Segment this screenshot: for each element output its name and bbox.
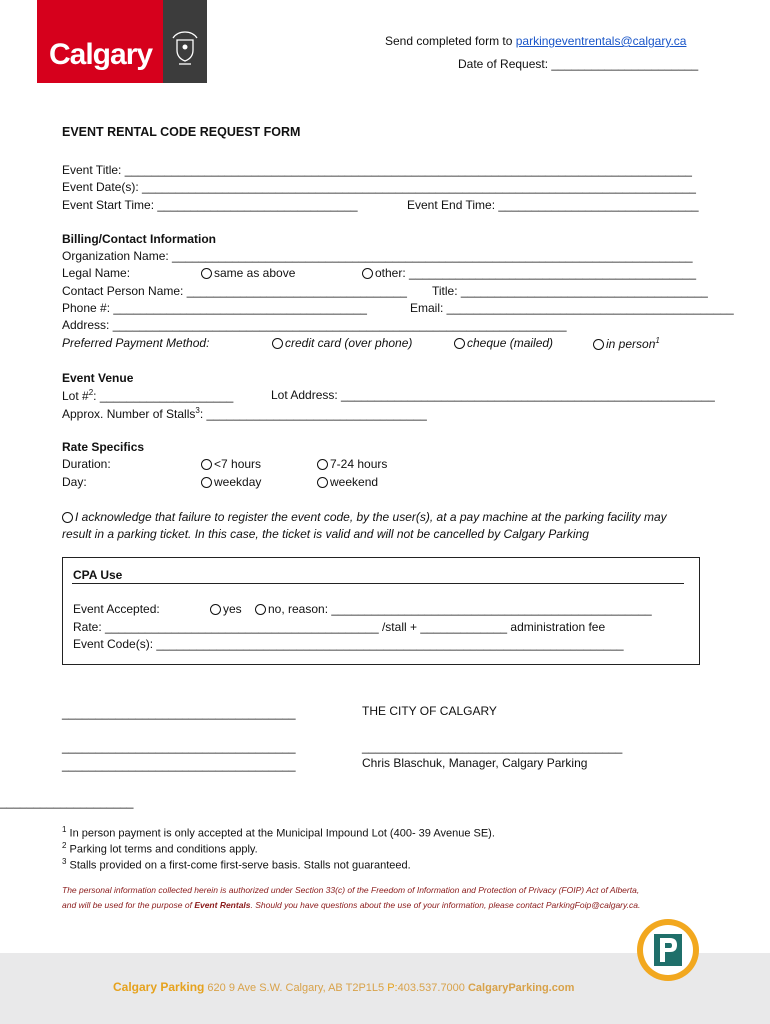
email-field[interactable]: Email: ___________________________________________ — [410, 301, 734, 315]
accepted-yes-option[interactable]: yes — [210, 602, 242, 616]
signature-line-3[interactable]: ___________________________________ — [62, 758, 296, 772]
accepted-no-radio[interactable] — [255, 604, 266, 615]
venue-heading: Event Venue — [62, 371, 134, 385]
under-7-hours-radio[interactable] — [201, 459, 212, 470]
rate-heading: Rate Specifics — [62, 440, 145, 454]
credit-card-radio[interactable] — [272, 338, 283, 349]
cheque-radio[interactable] — [454, 338, 465, 349]
event-dates-field[interactable]: Event Date(s): ___________________________________________________________________________________ — [62, 180, 696, 194]
rate-field[interactable]: Rate: _________________________________________ /stall + _____________ administration fee — [73, 620, 606, 634]
7-24-hours-radio[interactable] — [317, 459, 328, 470]
accepted-no-option[interactable]: no, reason: ________________________________________________ — [255, 602, 652, 616]
day-label: Day: — [62, 475, 87, 489]
form-title: EVENT RENTAL CODE REQUEST FORM — [62, 125, 301, 139]
manager-name: Chris Blaschuk, Manager, Calgary Parking — [362, 756, 588, 770]
weekday-radio[interactable] — [201, 477, 212, 488]
event-codes-field[interactable]: Event Code(s): ______________________________________________________________________ — [73, 637, 624, 651]
cpa-divider — [72, 583, 684, 584]
phone-field[interactable]: Phone #: ______________________________________ — [62, 301, 367, 315]
send-instructions: Send completed form to parkingeventrentals@calgary.ca — [385, 34, 687, 48]
same-as-above-option[interactable]: same as above — [201, 266, 295, 280]
day-weekday-option[interactable]: weekday — [201, 475, 261, 489]
submission-email-link[interactable]: parkingeventrentals@calgary.ca — [515, 34, 687, 48]
address-field[interactable]: Address: ____________________________________________________________________ — [62, 318, 567, 332]
calgary-logo — [37, 0, 163, 83]
payment-method-label: Preferred Payment Method: — [62, 336, 210, 350]
footnote-rule: ____________________ — [0, 795, 134, 809]
manager-signature-line[interactable]: _______________________________________ — [362, 740, 623, 754]
privacy-notice-line2: and will be used for the purpose of Event Rentals. Should you have questions about the use of your information, please contact ParkingFoip@calgary.ca. — [62, 900, 641, 910]
calgary-crest-icon — [163, 0, 207, 83]
event-title-field[interactable]: Event Title: _____________________________________________________________________________________ — [62, 163, 692, 177]
calgary-wordmark: Calgary — [49, 38, 153, 71]
contact-person-field[interactable]: Contact Person Name: _________________________________ — [62, 284, 407, 298]
legal-name-label: Legal Name: — [62, 266, 131, 280]
contact-title-field[interactable]: Title: _____________________________________ — [432, 284, 708, 298]
event-end-time-field[interactable]: Event End Time: ______________________________ — [407, 198, 699, 212]
city-of-calgary-label: THE CITY OF CALGARY — [362, 704, 497, 718]
footer-brand: Calgary Parking — [113, 980, 205, 994]
duration-7-24-option[interactable]: 7-24 hours — [317, 457, 387, 471]
event-accepted-label: Event Accepted: — [73, 602, 160, 616]
footnote-2: $^2$ Parking lot terms and conditions apply. — [62, 841, 258, 856]
payment-cheque-option[interactable]: cheque (mailed) — [454, 336, 553, 350]
acknowledge-radio[interactable] — [62, 512, 73, 523]
footnote-3: $^3$ Stalls provided on a first-come first-serve basis. Stalls not guaranteed. — [62, 857, 411, 872]
lot-number-field[interactable]: Lot #$^2$: ____________________ — [62, 388, 234, 403]
duration-under-7-option[interactable]: <7 hours — [201, 457, 261, 471]
payment-in-person-option[interactable]: in person$^1$ — [593, 336, 660, 351]
signature-line-2[interactable]: ___________________________________ — [62, 740, 296, 754]
footer-website-link[interactable]: CalgaryParking.com — [467, 982, 575, 994]
stalls-field[interactable]: Approx. Number of Stalls$^3$: _________________________________ — [62, 406, 427, 421]
date-of-request-field[interactable]: Date of Request: ______________________ — [458, 57, 699, 71]
organization-name-field[interactable]: Organization Name: ______________________________________________________________________________ — [62, 249, 693, 263]
privacy-notice-line1: The personal information collected herein is authorized under Section 33(c) of the Freedom of Information and Protection of Privacy (FOIP) Act of Alberta, — [62, 885, 640, 895]
acknowledge-option[interactable]: I acknowledge that failure to register the event code, by the user(s), at a pay machine at the parking facility may — [62, 510, 667, 524]
footer-text: Calgary Parking 620 9 Ave S.W. Calgary, AB T2P1L5 P:403.537.7000 CalgaryParking.com — [113, 980, 575, 994]
weekend-radio[interactable] — [317, 477, 328, 488]
payment-credit-option[interactable]: credit card (over phone) — [272, 336, 412, 350]
lot-address-field[interactable]: Lot Address: ________________________________________________________ — [271, 388, 715, 402]
billing-heading: Billing/Contact Information — [62, 232, 216, 246]
day-weekend-option[interactable]: weekend — [317, 475, 378, 489]
in-person-radio[interactable] — [593, 339, 604, 350]
acknowledge-text-line2: result in a parking ticket. In this case, the ticket is valid and will not be cancelled by Calgary Parking — [62, 527, 589, 541]
footnote-1: $^1$ In person payment is only accepted at the Municipal Impound Lot (400- 39 Avenue SE). — [62, 825, 495, 840]
event-start-time-field[interactable]: Event Start Time: ______________________________ — [62, 198, 358, 212]
duration-label: Duration: — [62, 457, 111, 471]
cpa-heading: CPA Use — [73, 568, 123, 582]
other-name-option[interactable]: other: ___________________________________________ — [362, 266, 696, 280]
accepted-yes-radio[interactable] — [210, 604, 221, 615]
signature-line-1[interactable]: ___________________________________ — [62, 706, 296, 720]
parking-p-badge-icon — [637, 919, 699, 981]
other-name-radio[interactable] — [362, 268, 373, 279]
same-as-above-radio[interactable] — [201, 268, 212, 279]
